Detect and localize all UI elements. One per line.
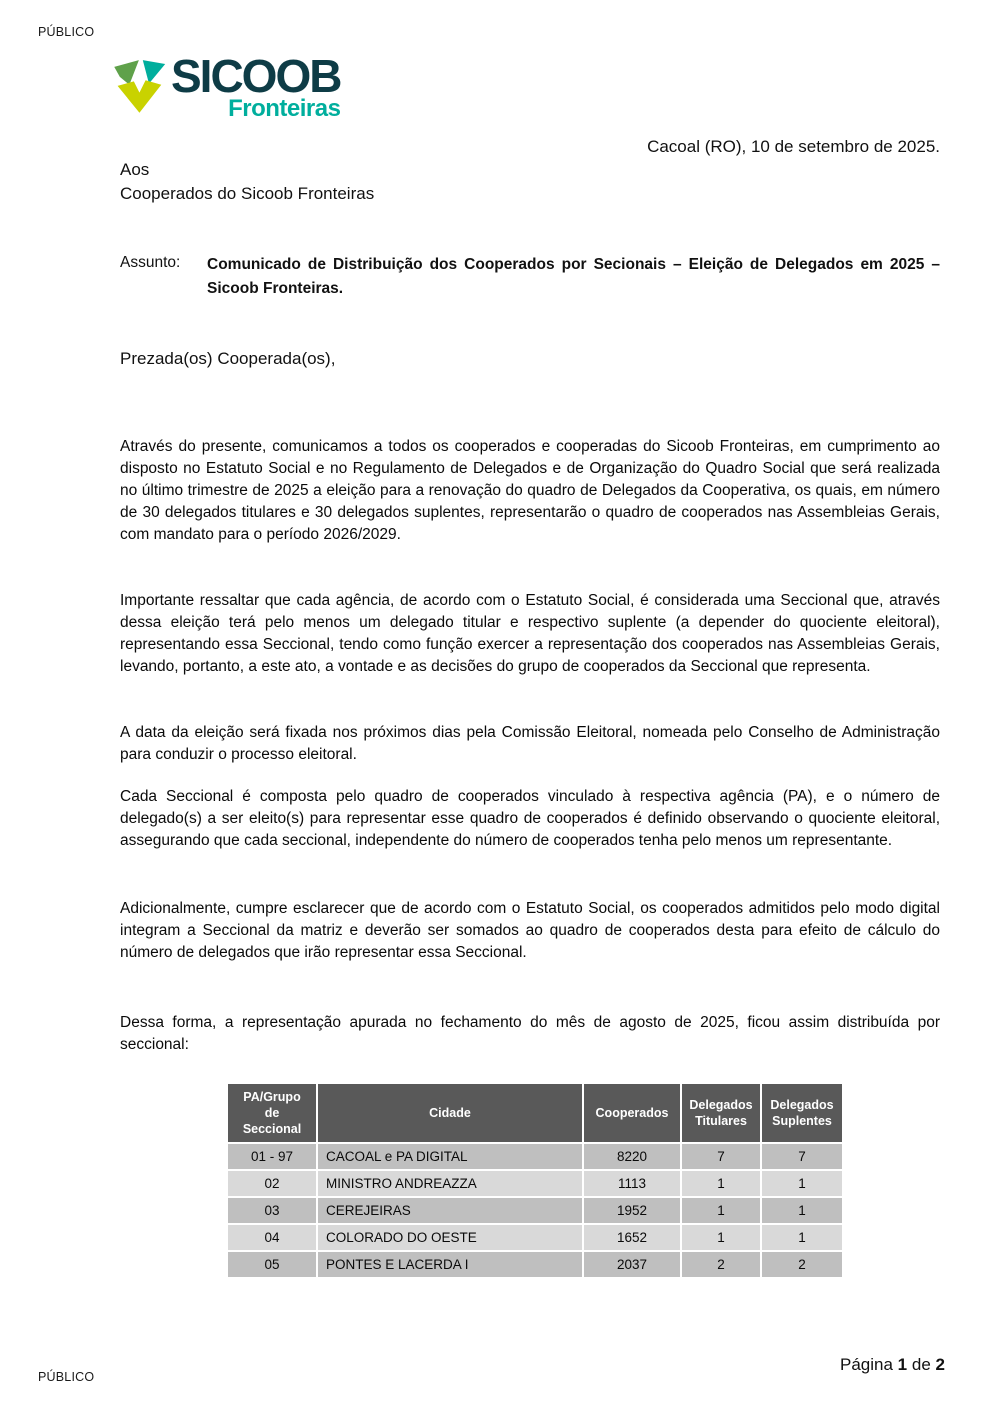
classification-label-bottom: PÚBLICO [38,1370,95,1384]
cell-titulares: 2 [682,1252,760,1277]
cell-cidade: CEREJEIRAS [318,1198,582,1223]
cell-cooperados: 1652 [584,1225,680,1250]
header-line: de [264,1106,280,1120]
paragraph-4: Cada Seccional é composta pelo quadro de cooperados vinculado à respectiva agência (PA), e o número de delegado(s) a ser eleito(s) para representar esse quadro de cooperados é definido observando o quociente eleitoral, assegurando que cada seccional, independente do número de cooperados tenha pelo menos um representante. [120,788,940,849]
cell-cidade: MINISTRO ANDREAZZA [318,1171,582,1196]
cell-suplentes: 1 [762,1171,842,1196]
header-delegados-titulares [682,1084,760,1142]
cell-cidade: COLORADO DO OESTE [318,1225,582,1250]
cell-pa: 02 [228,1171,316,1196]
page-word: Página [840,1355,893,1374]
header-line: Cidade [429,1106,471,1120]
logo-brand-name: SICOOB [171,50,341,102]
table-row [228,1225,842,1250]
cell-pa: 01 - 97 [228,1144,316,1169]
header-line: Seccional [242,1122,302,1136]
table-row [228,1198,842,1223]
header-cidade [318,1084,582,1142]
subject-label: Assunto: [120,254,181,271]
sicoob-triangle-icon [112,56,168,118]
cell-cooperados: 1113 [584,1171,680,1196]
letter-date: Cacoal (RO), 10 de setembro de 2025. [647,137,940,156]
cell-titulares: 7 [682,1144,760,1169]
logo-subbrand-name: Fronteiras [228,95,341,122]
header-line: Delegados [689,1098,753,1112]
cell-cooperados: 8220 [584,1144,680,1169]
salutation: Prezada(os) Cooperada(os), [120,349,336,368]
paragraph-5: Adicionalmente, cumpre esclarecer que de acordo com o Estatuto Social, os cooperados admitidos pelo modo digital integram a Seccional da matriz e deverão ser somados ao quadro de cooperados desta para efeito de cálculo do número de delegados que irão representar essa Seccional. [120,900,940,961]
paragraph-6: Dessa forma, a representação apurada no fechamento do mês de agosto de 2025, ficou assim distribuída por seccional: [120,1014,940,1053]
seccional-table-wrap [226,1082,844,1279]
header-delegados-suplentes [762,1084,842,1142]
cell-suplentes: 1 [762,1198,842,1223]
header-line: PA/Grupo [243,1090,301,1104]
cell-titulares: 1 [682,1198,760,1223]
header-line: Titulares [695,1114,747,1128]
cell-suplentes: 7 [762,1144,842,1169]
cell-cooperados: 2037 [584,1252,680,1277]
logo-text [171,50,341,122]
cell-titulares: 1 [682,1171,760,1196]
subject-text: Comunicado de Distribuição dos Cooperados por Secionais – Eleição de Delegados em 2025 – Sicoob Fronteiras. [207,256,940,297]
seccional-distribution-table [226,1082,844,1279]
recipient-line-2: Cooperados do Sicoob Fronteiras [120,184,375,203]
header-cooperados [584,1084,680,1142]
page-total: 2 [935,1355,945,1374]
paragraph-1: Através do presente, comunicamos a todos os cooperados e cooperadas do Sicoob Fronteiras, em cumprimento ao disposto no Estatuto Social e no Regulamento de Delegados e de Organização do Quadro Social que será realizada no último trimestre de 2025 a eleição para a renovação do quadro de Delegados da Cooperativa, os quais, em número de 30 delegados titulares e 30 delegados suplentes, representarão o quadro de cooperados nas Assembleias Gerais, com mandato para o período 2026/2029. [120,438,940,543]
paragraph-2: Importante ressaltar que cada agência, de acordo com o Estatuto Social, é considerada uma Seccional que, através dessa eleição terá pelo menos um delegado titular e respectivo suplente (a depender do quociente eleitoral), representando essa Seccional, tendo como função exercer a representação dos cooperados nas Assembleias Gerais, levando, portanto, a este ato, a vontade e as decisões do grupo de cooperados da Seccional que representa. [120,592,940,675]
cell-suplentes: 1 [762,1225,842,1250]
page-separator: de [911,1355,931,1374]
header-line: Cooperados [595,1106,669,1120]
cell-pa: 04 [228,1225,316,1250]
page-current: 1 [897,1355,908,1374]
recipient-block [120,158,374,206]
cell-titulares: 1 [682,1225,760,1250]
table-header-row [228,1084,842,1142]
cell-cidade: PONTES E LACERDA I [318,1252,582,1277]
sicoob-logo [112,50,341,122]
page-number [840,1355,945,1375]
classification-label-top: PÚBLICO [38,25,95,39]
cell-cooperados: 1952 [584,1198,680,1223]
header-pa-grupo [228,1084,316,1142]
paragraph-3: A data da eleição será fixada nos próximos dias pela Comissão Eleitoral, nomeada pelo Conselho de Administração para conduzir o processo eleitoral. [120,724,940,763]
table-row [228,1252,842,1277]
cell-cidade: CACOAL e PA DIGITAL [318,1144,582,1169]
subject-block [120,253,940,301]
table-row [228,1171,842,1196]
cell-pa: 03 [228,1198,316,1223]
header-line: Suplentes [772,1114,832,1128]
recipient-line-1: Aos [120,160,150,179]
cell-pa: 05 [228,1252,316,1277]
table-row [228,1144,842,1169]
header-line: Delegados [770,1098,834,1112]
cell-suplentes: 2 [762,1252,842,1277]
